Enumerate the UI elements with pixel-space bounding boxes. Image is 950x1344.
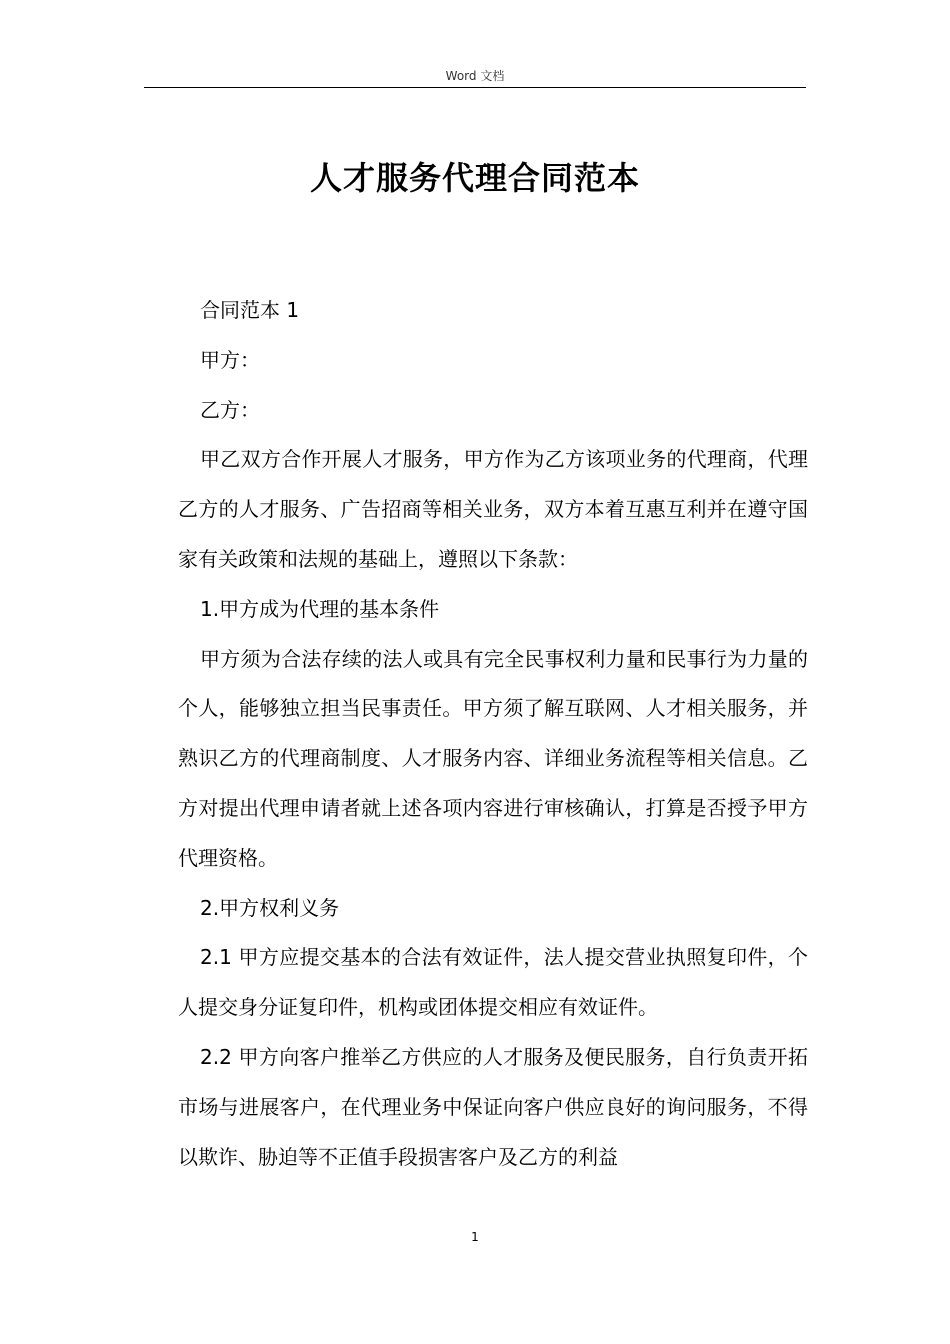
- paragraph: 甲乙双方合作开展人才服务，甲方作为乙方该项业务的代理商，代理乙方的人才服务、广告招商等相关业务，双方本着互惠互利并在遵守国家有关政策和法规的基础上，遵照以下条款：: [178, 447, 808, 571]
- document-body: [178, 286, 808, 1182]
- page-number: 1: [471, 1230, 479, 1244]
- paragraph: 乙方：: [200, 397, 260, 422]
- document-title: 人才服务代理合同范本: [309, 159, 640, 197]
- paragraph: 1.甲方成为代理的基本条件: [200, 596, 440, 621]
- paragraph: 合同范本 1: [200, 298, 300, 322]
- paragraph: 甲方须为合法存续的法人或具有完全民事权利力量和民事行为力量的个人，能够独立担当民事责任。甲方须了解互联网、人才相关服务，并熟识乙方的代理商制度、人才服务内容、详细业务流程等相关信息。乙方对提出代理申请者就上述各项内容进行审核确认，打算是否授予甲方代理资格。: [178, 646, 808, 870]
- paragraph: 2.2 甲方向客户推举乙方供应的人才服务及便民服务，自行负责开拓市场与进展客户，在代理业务中保证向客户供应良好的询问服务，不得以欺诈、胁迫等不正值手段损害客户及乙方的利益: [178, 1044, 808, 1169]
- header-divider: [144, 87, 806, 88]
- paragraph: 2.1 甲方应提交基本的合法有效证件，法人提交营业执照复印件，个人提交身分证复印件，机构或团体提交相应有效证件。: [178, 945, 808, 1020]
- page-header: Word 文档: [445, 69, 505, 83]
- paragraph: 甲方：: [200, 347, 260, 372]
- paragraph: 2.甲方权利义务: [200, 895, 340, 920]
